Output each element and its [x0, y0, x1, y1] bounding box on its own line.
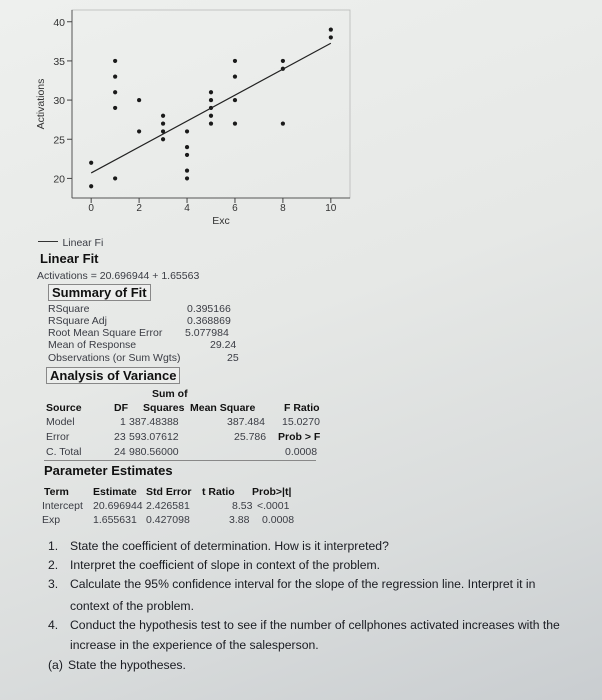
y-axis-label: Activations — [35, 78, 47, 130]
data-point — [113, 90, 117, 94]
anova-model-f: 15.0270 — [282, 416, 320, 428]
anova-model-ss: 387.48388 — [129, 416, 179, 428]
anova-error-ms: 25.786 — [234, 431, 267, 443]
anova-total-df: 24 — [114, 446, 126, 458]
data-point — [161, 137, 165, 141]
parameter-estimates-title: Parameter Estimates — [44, 463, 173, 478]
data-point — [185, 176, 189, 180]
question-4a-text: State the hypotheses. — [68, 658, 186, 672]
rsquare-adj-value: 0.368869 — [187, 315, 231, 327]
summary-of-fit-title: Summary of Fit — [48, 284, 151, 301]
plot-frame — [72, 10, 350, 198]
question-1 — [48, 538, 389, 555]
mean-response-value: 29.24 — [210, 339, 237, 351]
anova-squares-header: Squares — [143, 402, 185, 414]
rsquare-value: 0.395166 — [187, 303, 231, 315]
pe-intercept-t-ratio: 8.53 — [232, 500, 253, 512]
data-point — [89, 184, 93, 188]
anova-title: Analysis of Variance — [46, 367, 180, 384]
data-point — [329, 35, 333, 39]
data-point — [209, 90, 213, 94]
pe-exp-prob: 0.0008 — [262, 514, 295, 526]
pe-exp-term: Exp — [42, 514, 61, 526]
question-3-number: 3. — [48, 577, 59, 591]
data-point — [113, 59, 117, 63]
y-tick-label: 40 — [53, 16, 65, 29]
legend-line-swatch — [38, 241, 58, 242]
anova-mean-square-header: Mean Square — [190, 402, 256, 414]
question-4a-label: (a) — [48, 658, 63, 672]
pe-intercept-term: Intercept — [42, 500, 83, 512]
mean-response-label: Mean of Response — [48, 339, 137, 351]
data-point — [137, 129, 141, 133]
x-tick-label: 4 — [184, 203, 190, 214]
y-tick-label: 35 — [53, 55, 65, 68]
x-tick-label: 8 — [280, 203, 286, 214]
x-axis-label: Exc — [212, 215, 230, 227]
pe-intercept-estimate: 20.696944 — [93, 500, 143, 512]
y-tick-label: 25 — [53, 134, 65, 147]
rmse-value: 5.077984 — [185, 327, 229, 339]
data-point — [185, 145, 189, 149]
question-3-text-line2: context of the problem. — [70, 599, 194, 613]
data-point — [185, 129, 189, 133]
data-point — [329, 27, 333, 31]
anova-f-ratio-header: F Ratio — [284, 402, 320, 414]
scatter-plot — [0, 0, 602, 230]
pe-estimate-header: Estimate — [93, 486, 137, 498]
question-4a — [48, 657, 186, 674]
anova-divider — [44, 460, 316, 461]
rsquare-label: RSquare — [48, 303, 90, 315]
data-point — [113, 106, 117, 110]
anova-sum-of: Sum of — [152, 388, 188, 400]
pe-exp-estimate: 1.655631 — [93, 514, 137, 526]
anova-total-prob: 0.0008 — [285, 446, 318, 458]
question-4 — [48, 617, 560, 634]
fit-line — [91, 43, 331, 173]
data-point — [209, 114, 213, 118]
pe-prob-header: Prob>|t| — [252, 486, 292, 498]
data-point — [185, 168, 189, 172]
x-tick-label: 6 — [232, 203, 238, 214]
data-point — [209, 98, 213, 102]
x-tick-label: 2 — [136, 203, 142, 214]
question-3 — [48, 576, 535, 593]
anova-df-header: DF — [114, 402, 128, 414]
pe-intercept-std-error: 2.426581 — [146, 500, 190, 512]
data-point — [89, 161, 93, 165]
question-4-text-line2: increase in the experience of the salesperson. — [70, 638, 319, 652]
data-point — [209, 121, 213, 125]
anova-source-header: Source — [46, 402, 82, 414]
y-tick-label: 20 — [53, 173, 65, 186]
data-point — [233, 98, 237, 102]
data-point — [233, 59, 237, 63]
question-3-text-line1: Calculate the 95% confidence interval for the slope of the regression line. Interpret it in — [70, 577, 536, 591]
anova-error-df: 23 — [114, 431, 126, 443]
question-3-continued — [70, 598, 194, 615]
anova-model-ms: 387.484 — [227, 416, 265, 428]
anova-total-source: C. Total — [46, 446, 82, 458]
question-4-text-line1: Conduct the hypothesis test to see if the number of cellphones activated increases with the — [70, 618, 560, 632]
data-point — [233, 74, 237, 78]
anova-model-df: 1 — [120, 416, 126, 428]
data-point — [137, 98, 141, 102]
data-point — [185, 153, 189, 157]
data-point — [233, 121, 237, 125]
x-tick-label: 10 — [325, 203, 337, 214]
data-point — [281, 121, 285, 125]
data-point — [161, 114, 165, 118]
question-1-number: 1. — [48, 539, 59, 553]
rsquare-adj-label: RSquare Adj — [48, 315, 107, 327]
anova-error-source: Error — [46, 431, 70, 443]
y-tick-label: 30 — [53, 95, 65, 108]
data-point — [113, 176, 117, 180]
data-point — [281, 59, 285, 63]
observations-value: 25 — [227, 352, 239, 364]
anova-total-ss: 980.56000 — [129, 446, 179, 458]
plot-legend — [38, 233, 103, 251]
pe-term-header: Term — [44, 486, 69, 498]
linear-fit-title: Linear Fit — [40, 251, 99, 266]
x-tick-label: 0 — [88, 203, 94, 214]
legend-label: Linear Fi — [62, 237, 104, 249]
question-1-text: State the coefficient of determination. How is it interpreted? — [70, 539, 389, 553]
question-2-number: 2. — [48, 558, 59, 572]
pe-t-ratio-header: t Ratio — [202, 486, 235, 498]
question-4-continued — [70, 637, 319, 654]
rmse-label: Root Mean Square Error — [48, 327, 163, 339]
pe-std-error-header: Std Error — [146, 486, 192, 498]
fit-equation: Activations = 20.696944 + 1.65563 — [37, 270, 200, 282]
question-2 — [48, 557, 380, 574]
pe-intercept-prob: <.0001 — [257, 500, 290, 512]
anova-error-ss: 593.07612 — [129, 431, 179, 443]
anova-model-source: Model — [46, 416, 75, 428]
observations-label: Observations (or Sum Wgts) — [48, 352, 181, 364]
data-point — [161, 121, 165, 125]
data-point — [113, 74, 117, 78]
pe-exp-std-error: 0.427098 — [146, 514, 190, 526]
anova-prob-header: Prob > F — [278, 431, 321, 443]
question-4-number: 4. — [48, 618, 59, 632]
question-2-text: Interpret the coefficient of slope in context of the problem. — [70, 558, 381, 572]
pe-exp-t-ratio: 3.88 — [229, 514, 250, 526]
